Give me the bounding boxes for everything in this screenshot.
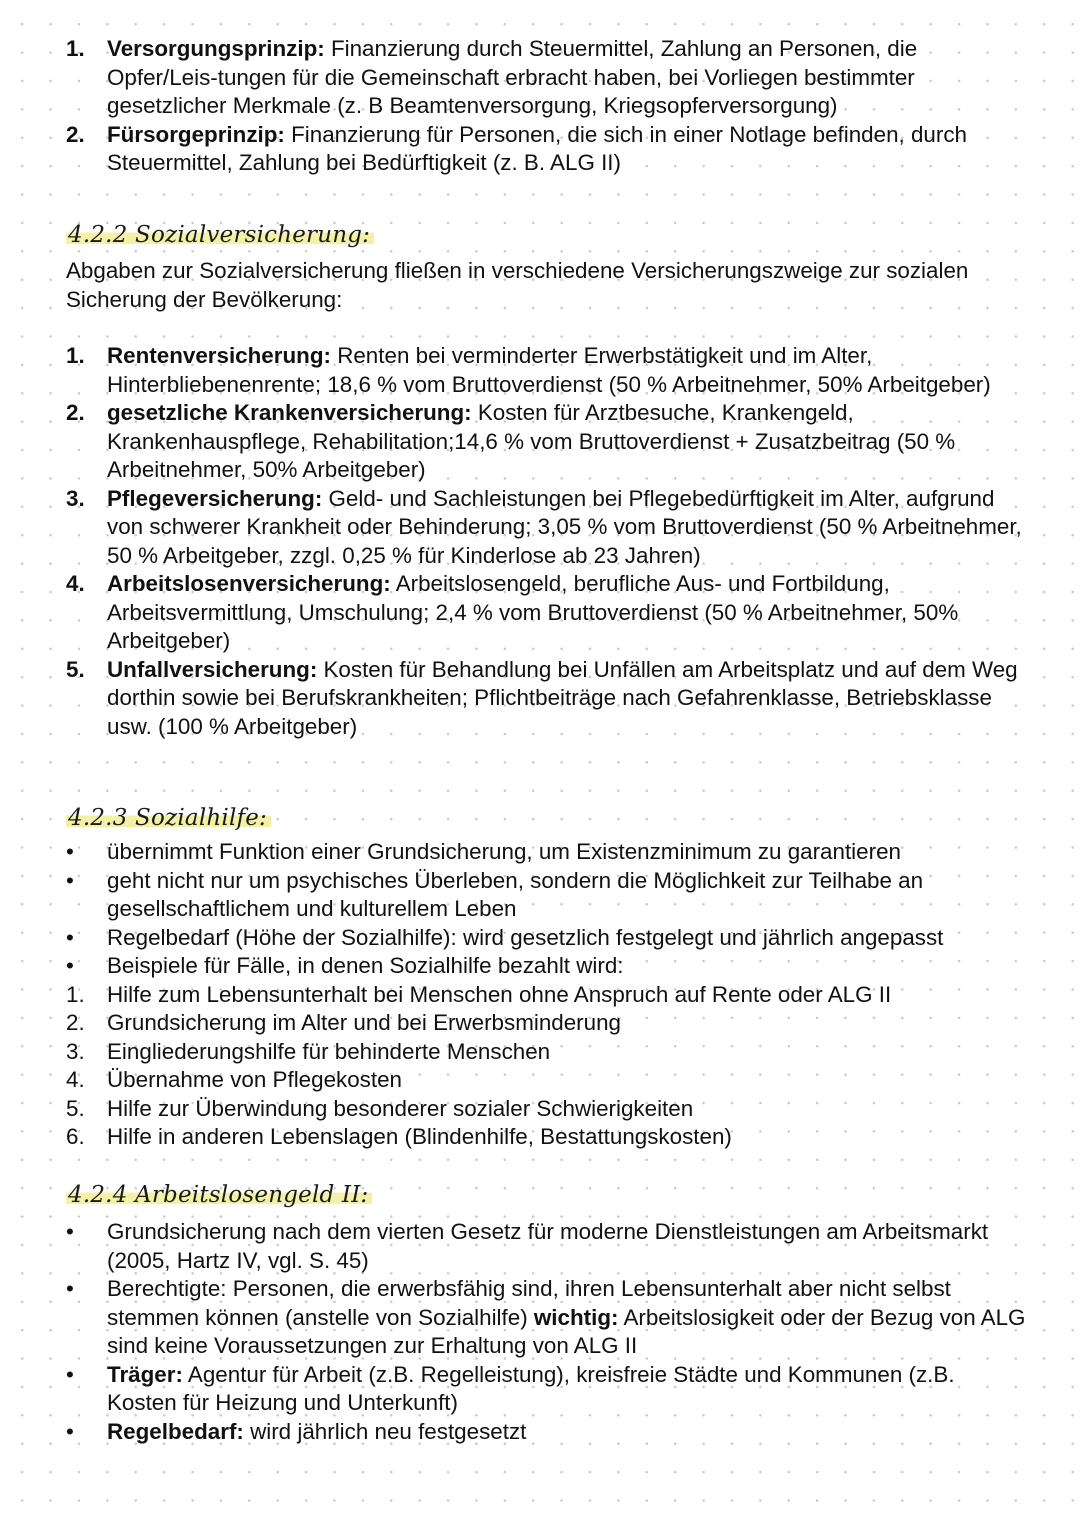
description: Finanzierung für Personen, die sich in einer Notlage befinden, durch Steuermittel, Zahlung bei Bedürftigkeit (z. B. ALG II) [107, 121, 967, 175]
list-number: 5. [66, 656, 85, 682]
bullet: • [66, 1418, 74, 1444]
description: Renten bei verminderter Erwerbstätigkeit und im Alter, Hinterbliebenenrente; 18,6 % vom Bruttoverdienst (50 % Arbeitnehmer, 50% Arbeitgeber) [107, 343, 991, 397]
description: Arbeitslosengeld, berufliche Aus- und Fortbildung, Arbeitsvermittlung, Umschulung; 2,4 % vom Bruttoverdienst (50 % Arbeitnehmer, 50% Arbeitgeber) [107, 571, 959, 653]
description: Arbeitslosigkeit oder der Bezug von ALG sind keine Voraussetzungen zur Erhaltung von ALG II [107, 1304, 1026, 1358]
insurance-list [66, 342, 1026, 741]
bullet: • [66, 867, 74, 893]
term: Arbeitslosenversicherung: [107, 571, 391, 596]
list-item [66, 485, 1026, 571]
list-item [66, 570, 1026, 656]
bullet: • [66, 1361, 74, 1387]
bullet-text: Regelbedarf (Höhe der Sozialhilfe): wird gesetzlich festgelegt und jährlich angepasst [107, 924, 944, 950]
example-text: Hilfe in anderen Lebenslagen (Blindenhilfe, Bestattungskosten) [107, 1124, 732, 1149]
example-text: Übernahme von Pflegekosten [107, 1067, 402, 1092]
term: gesetzliche Krankenversicherung: [107, 400, 472, 425]
bullet-item [66, 924, 1026, 953]
list-number: 6. [66, 1124, 85, 1149]
bullet-item [66, 1275, 1026, 1361]
intro-paragraph: Abgaben zur Sozialversicherung fließen in verschiedene Versicherungszweige zur sozialen Sicherung der Bevölkerung: [66, 258, 969, 312]
term: wichtig: [533, 1304, 619, 1330]
alg-list [66, 1218, 1026, 1446]
list-number: 3. [66, 485, 85, 511]
bullet-text: Grundsicherung nach dem vierten Gesetz für moderne Dienstleistungen am Arbeitsmarkt (2005, Hartz IV, vgl. S. 45) [107, 1219, 989, 1273]
bullet: • [66, 839, 74, 864]
example-item [66, 1066, 1026, 1095]
list-item [66, 121, 1026, 178]
list-number: 4. [66, 1067, 85, 1092]
description: Geld- und Sachleistungen bei Pflegebedürftigkeit im Alter, aufgrund von schwerer Krankheit oder Behinderung; 3,05 % vom Bruttoverdienst (50 % Arbeitnehmer, 50 % Arbeitgeber, zzgl. 0,25 % für Kinderlose ab 23 Jahren) [107, 485, 1022, 568]
list-number: 2. [66, 1010, 85, 1035]
description: Kosten für Arztbesuche, Krankengeld, Krankenhauspflege, Rehabilitation;14,6 % vom Bruttoverdienst + Zusatzbeitrag (50 % Arbeitnehmer, 50% Arbeitgeber) [107, 400, 956, 482]
list-number: 2. [66, 121, 85, 147]
bullet: • [66, 1219, 74, 1244]
term: Versorgungsprinzip: [107, 36, 325, 61]
list-number: 3. [66, 1038, 85, 1064]
list-number: 1. [66, 36, 85, 61]
list-item [66, 399, 1026, 485]
heading-sozialhilfe: 4.2.3 Sozialhilfe: [66, 805, 271, 831]
example-item [66, 1123, 1026, 1152]
term: Unfallversicherung: [107, 656, 318, 682]
list-number: 4. [66, 571, 85, 596]
description: Kosten für Behandlung bei Unfällen am Arbeitsplatz und auf dem Weg dorthin sowie bei Berufskrankheiten; Pflichtbeiträge nach Gefahrenklasse, Betriebsklasse usw. (100 % Arbeitgeber) [107, 656, 1018, 739]
bullet-item [66, 1361, 1026, 1418]
example-item [66, 1095, 1026, 1124]
bullet: • [66, 953, 74, 978]
bullet-item [66, 838, 1026, 867]
heading-sozialversicherung: 4.2.2 Sozialversicherung: [66, 222, 374, 248]
example-text: Hilfe zum Lebensunterhalt bei Menschen ohne Anspruch auf Rente oder ALG II [107, 981, 892, 1007]
bullet-text: Berechtigte: Personen, die erwerbsfähig sind, ihren Lebensunterhalt aber nicht selbst stemmen können (anstelle von Sozialhilfe) [107, 1276, 951, 1330]
description: wird jährlich neu festgesetzt [243, 1418, 527, 1444]
term: Träger: [107, 1361, 183, 1387]
sozialhilfe-list [66, 838, 1026, 1152]
example-text: Eingliederungshilfe für behinderte Menschen [107, 1038, 551, 1064]
bullet: • [66, 1276, 74, 1301]
example-text: Hilfe zur Überwindung besonderer sozialer Schwierigkeiten [107, 1095, 694, 1121]
bullet-item [66, 952, 1026, 981]
description: Agentur für Arbeit (z.B. Regelleistung), kreisfreie Städte und Kommunen (z.B. Kosten für Heizung und Unterkunft) [107, 1361, 955, 1415]
bullet-text: übernimmt Funktion einer Grundsicherung, um Existenzminimum zu garantieren [107, 839, 901, 864]
example-item [66, 1009, 1026, 1038]
list-number: 5. [66, 1095, 85, 1121]
bullet: • [66, 924, 74, 950]
list-number: 2. [66, 400, 85, 425]
bullet-item [66, 1418, 1026, 1447]
example-item [66, 1038, 1026, 1067]
bullet-item [66, 867, 1026, 924]
term: Rentenversicherung: [107, 343, 331, 368]
list-item [66, 35, 1026, 121]
example-item [66, 981, 1026, 1010]
term: Fürsorgeprinzip: [107, 121, 285, 147]
list-item [66, 656, 1026, 742]
term: Pflegeversicherung: [107, 485, 323, 511]
bullet-text: Beispiele für Fälle, in denen Sozialhilfe bezahlt wird: [107, 953, 624, 978]
principles-list [66, 35, 1026, 178]
bullet-text: geht nicht nur um psychisches Überleben, sondern die Möglichkeit zur Teilhabe an gesellschaftlichem und kulturellem Leben [107, 867, 924, 921]
list-number: 1. [66, 343, 85, 368]
bullet-item [66, 1218, 1026, 1275]
list-number: 1. [66, 981, 85, 1007]
example-text: Grundsicherung im Alter und bei Erwerbsminderung [107, 1010, 622, 1035]
heading-arbeitslosengeld: 4.2.4 Arbeitslosengeld II: [66, 1182, 372, 1208]
description: Finanzierung durch Steuermittel, Zahlung an Personen, die Opfer/Leis-tungen für die Gemeinschaft erbracht haben, bei Vorliegen bestimmter gesetzlicher Merkmale (z. B Beamtenversorgung, Kriegsopferversorgung) [107, 36, 918, 118]
term: Regelbedarf: [107, 1418, 244, 1444]
list-item [66, 342, 1026, 399]
